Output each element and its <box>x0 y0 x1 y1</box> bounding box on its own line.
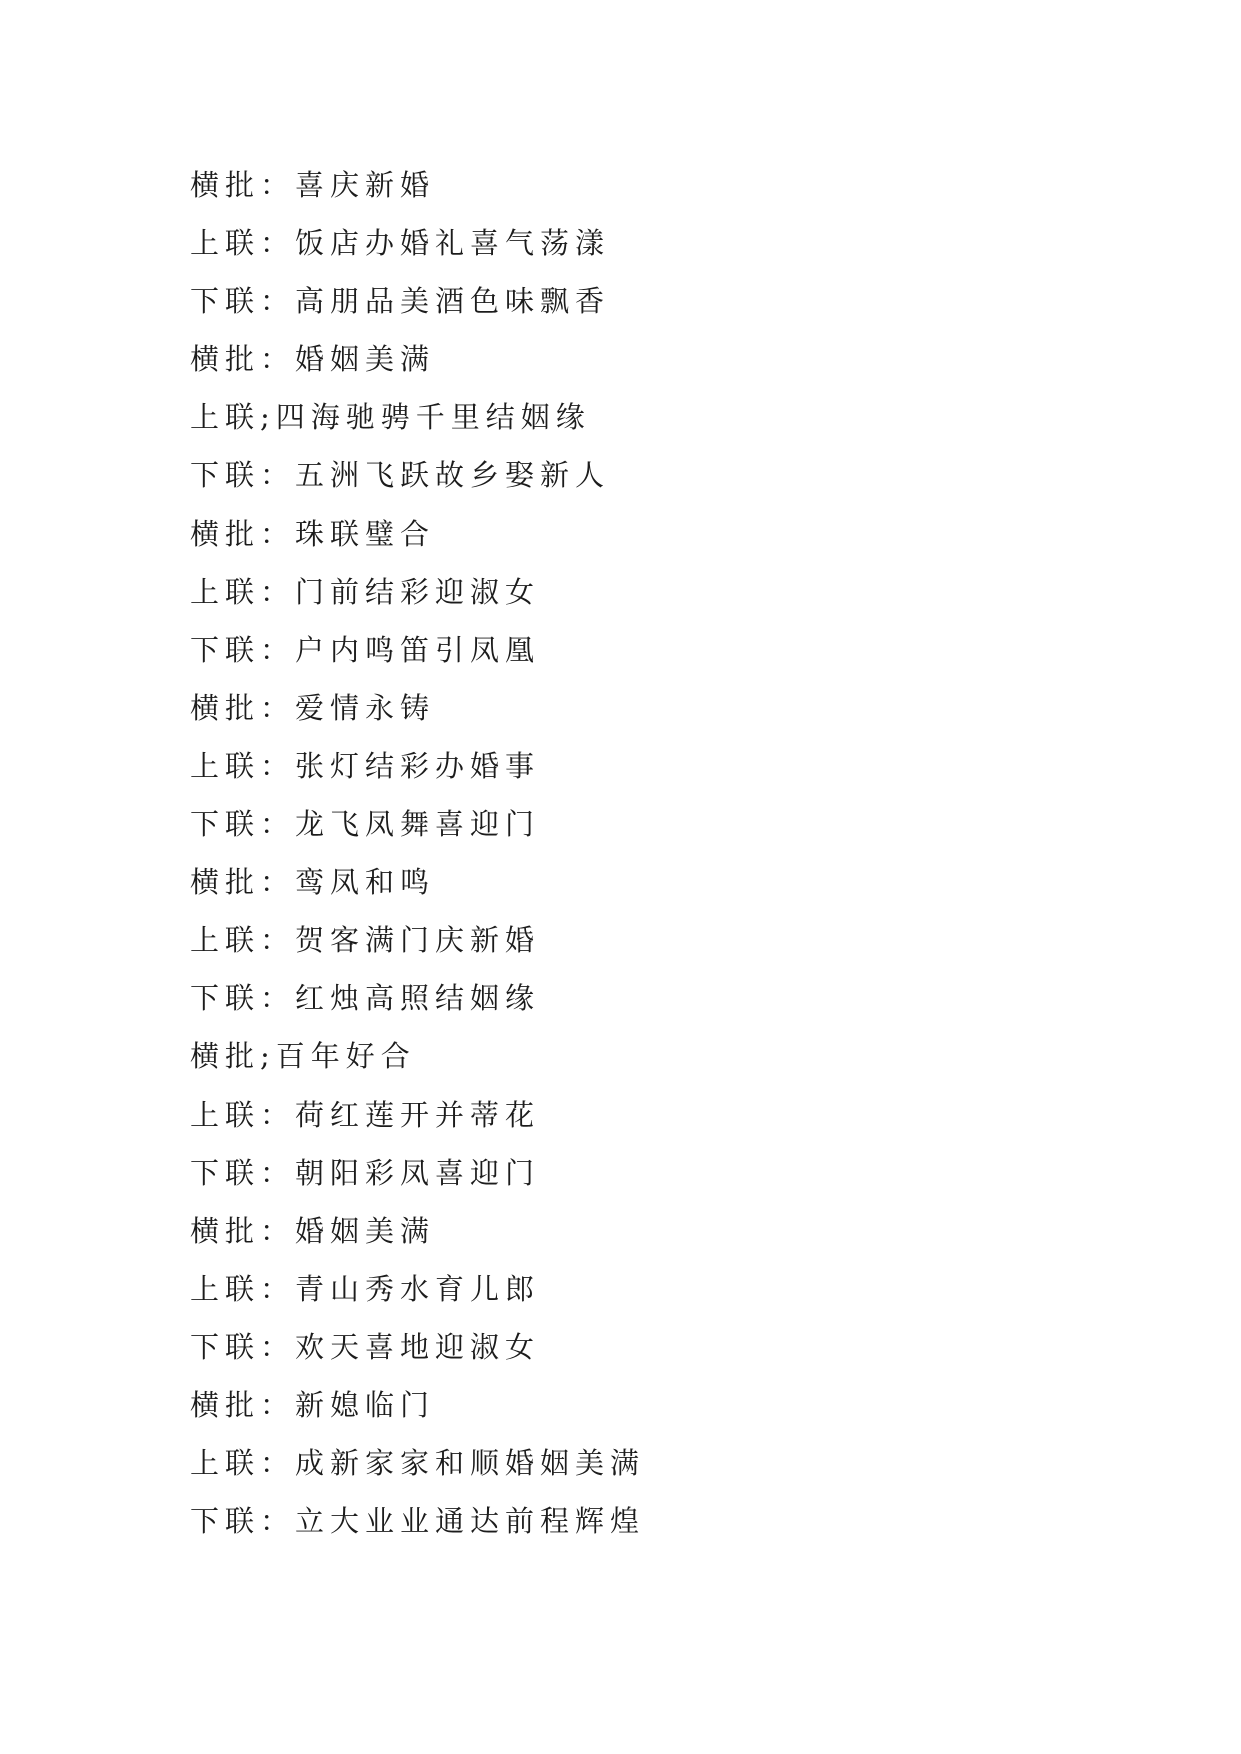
text-line: 横批;百年好合 <box>190 1039 416 1074</box>
text-line: 上联：贺客满门庆新婚 <box>190 923 541 958</box>
text-line: 下联：五洲飞跃故乡娶新人 <box>190 458 611 493</box>
text-line: 上联：门前结彩迎淑女 <box>190 574 541 609</box>
text-line: 上联：青山秀水育儿郎 <box>190 1271 541 1306</box>
text-line: 横批：珠联璧合 <box>190 516 436 551</box>
text-line: 下联：红烛高照结姻缘 <box>190 981 541 1016</box>
text-line: 横批：婚姻美满 <box>190 342 436 377</box>
text-line: 上联：饭店办婚礼喜气荡漾 <box>190 226 611 261</box>
text-line: 下联：龙飞凤舞喜迎门 <box>190 807 541 842</box>
text-line: 下联：欢天喜地迎淑女 <box>190 1329 541 1364</box>
text-line: 下联：立大业业通达前程辉煌 <box>190 1504 646 1539</box>
text-line: 横批：婚姻美满 <box>190 1213 436 1248</box>
text-line: 横批：喜庆新婚 <box>190 168 436 202</box>
text-line: 下联：高朋品美酒色味飘香 <box>190 284 611 319</box>
text-line: 上联;四海驰骋千里结姻缘 <box>190 400 591 435</box>
text-line: 上联：荷红莲开并蒂花 <box>190 1097 541 1132</box>
text-line: 下联：朝阳彩凤喜迎门 <box>190 1155 541 1190</box>
text-line: 横批：新媳临门 <box>190 1387 436 1422</box>
text-line: 横批：爱情永铸 <box>190 690 436 725</box>
text-line: 下联：户内鸣笛引凤凰 <box>190 632 541 667</box>
text-line: 上联：张灯结彩办婚事 <box>190 748 541 783</box>
couplet-list <box>190 156 1090 1550</box>
text-line: 上联：成新家家和顺婚姻美满 <box>190 1446 646 1481</box>
text-line: 横批：鸾凤和鸣 <box>190 865 436 900</box>
